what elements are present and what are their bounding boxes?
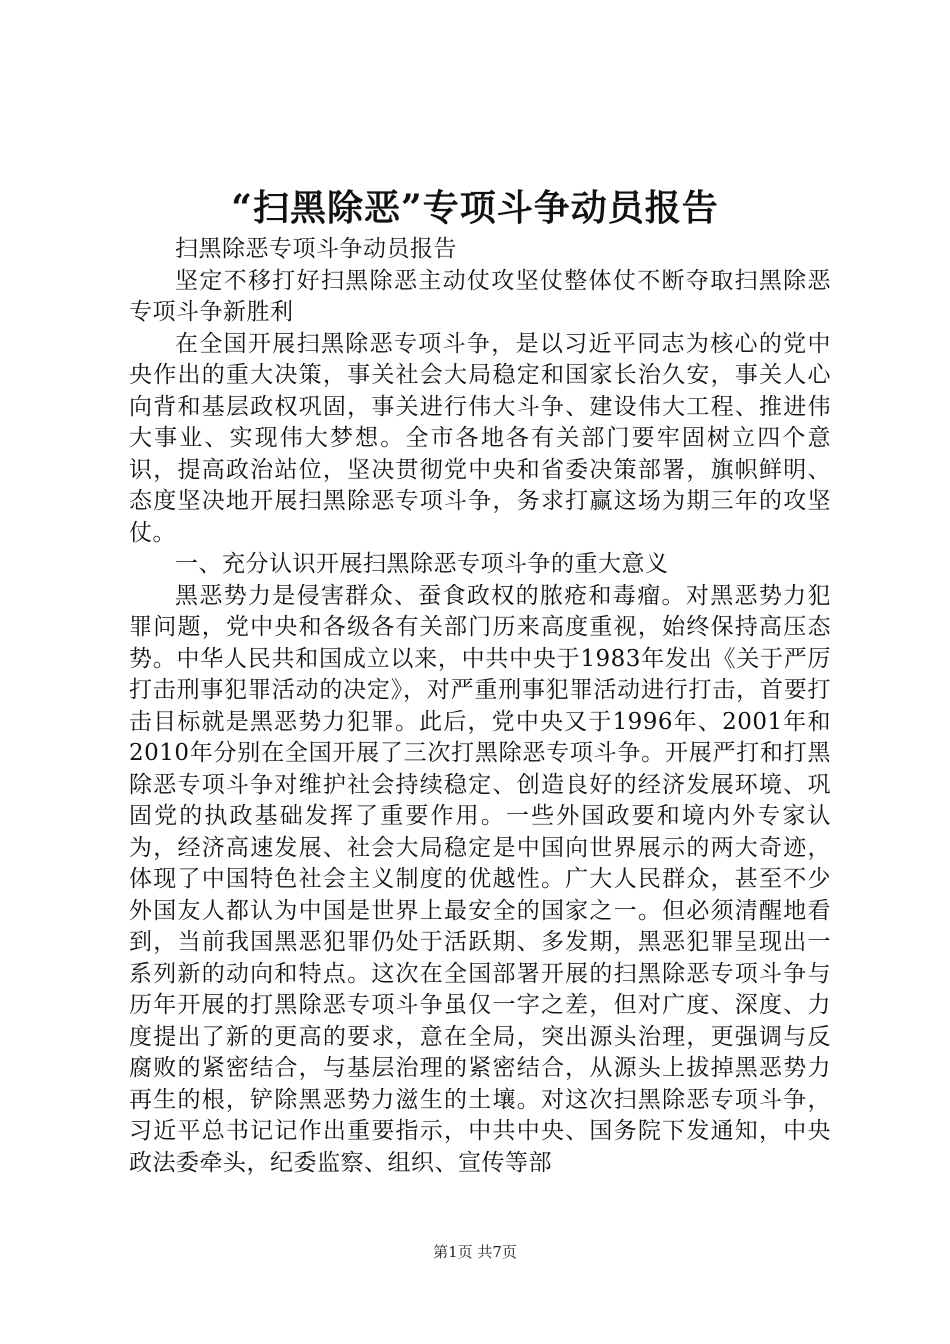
subtitle-paragraph: 扫黑除恶专项斗争动员报告 [175, 236, 457, 262]
document-title: “扫黑除恶”专项斗争动员报告 [231, 187, 719, 229]
intro-paragraph: 在全国开展扫黑除恶专项斗争，是以习近平同志为核心的党中央作出的重大决策，事关社会大局稳定和国家长治久安，事关人心向背和基层政权巩固，事关进行伟大斗争、建设伟大工程、推进伟大事业、实现伟大梦想。全市各地各有关部门要牢固树立四个意识，提高政治站位，坚决贯彻党中央和省委决策部署，旗帜鲜明、态度坚决地开展扫黑除恶专项斗争，务求打赢这场为期三年的攻坚仗。 [129, 330, 831, 546]
document-body [129, 234, 831, 1179]
page-footer: 第1页 共7页 [433, 1243, 517, 1261]
body-paragraph: 黑恶势力是侵害群众、蚕食政权的脓疮和毒瘤。对黑恶势力犯罪问题，党中央和各级各有关部门历来高度重视，始终保持高压态势。中华人民共和国成立以来，中共中央于1983年发出《关于严厉打击刑事犯罪活动的决定》，对严重刑事犯罪活动进行打击，首要打击目标就是黑恶势力犯罪。此后，党中央又于1996年、2001年和2010年分别在全国开展了三次打黑除恶专项斗争。开展严打和打黑除恶专项斗争对维护社会持续稳定、创造良好的经济发展环境、巩固党的执政基础发挥了重要作用。一些外国政要和境内外专家认为，经济高速发展、社会大局稳定是中国向世界展示的两大奇迹，体现了中国特色社会主义制度的优越性。广大人民群众，甚至不少外国友人都认为中国是世界上最安全的国家之一。但必须清醒地看到，当前我国黑恶犯罪仍处于活跃期、多发期，黑恶犯罪呈现出一系列新的动向和特点。这次在全国部署开展的扫黑除恶专项斗争与历年开展的打黑除恶专项斗争虽仅一字之差，但对广度、深度、力度提出了新的更高的要求，意在全局，突出源头治理，更强调与反腐败的紧密结合，与基层治理的紧密结合，从源头上拔掉黑恶势力再生的根，铲除黑恶势力滋生的土壤。对这次扫黑除恶专项斗争，习近平总书记记作出重要指示，中共中央、国务院下发通知，中央政法委牵头，纪委监察、组织、宣传等部 [129, 582, 831, 1176]
section-heading: 一、充分认识开展扫黑除恶专项斗争的重大意义 [175, 551, 669, 577]
theme-paragraph: 坚定不移打好扫黑除恶主动仗攻坚仗整体仗不断夺取扫黑除恶专项斗争新胜利 [129, 267, 831, 325]
